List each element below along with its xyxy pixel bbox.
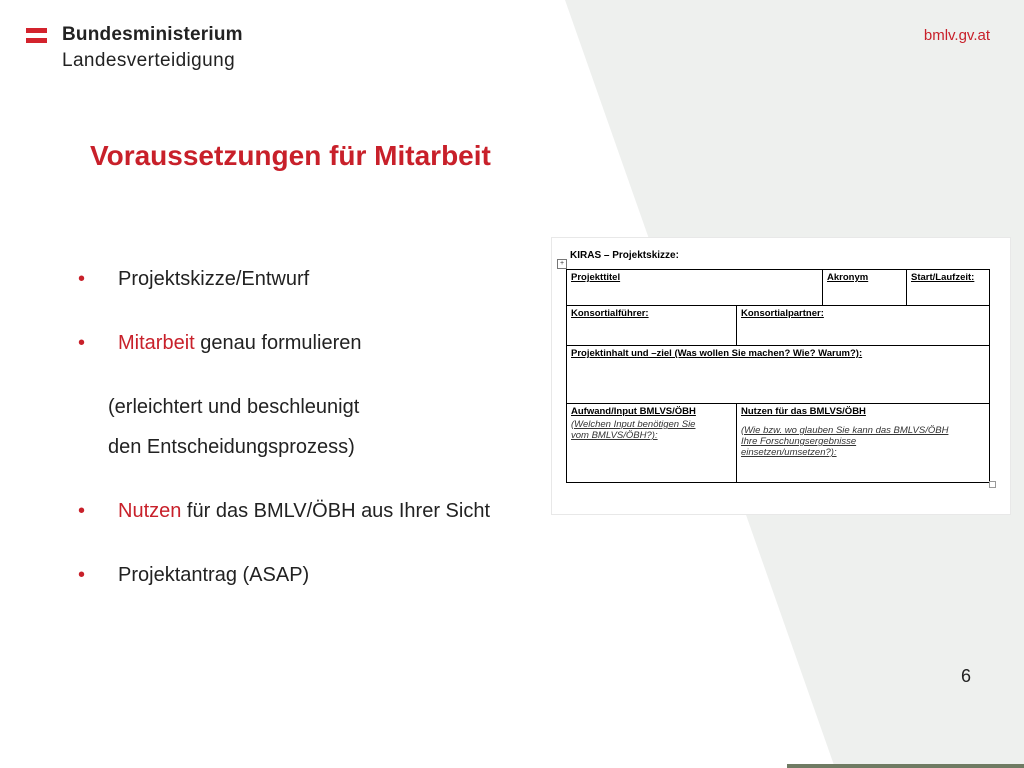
bullet-rest-text: genau formulieren xyxy=(194,332,362,354)
label-nutzen: Nutzen für das BMLVS/ÖBH xyxy=(741,406,866,417)
bullet-list xyxy=(78,0,558,768)
flag-icon xyxy=(26,28,47,33)
cell-projektinhalt xyxy=(567,346,989,404)
cell-nutzen xyxy=(737,404,989,482)
label-projektinhalt: Projektinhalt und –ziel (Was wollen Sie machen? Wie? Warum?): xyxy=(571,348,863,359)
aufwand-note-1: (Welchen Input benötigen Sie xyxy=(571,419,696,430)
resize-handle-icon[interactable] xyxy=(989,481,996,488)
bullet-dot: • xyxy=(78,268,86,290)
cell-konsortialfuehrer xyxy=(567,306,737,346)
flag-icon-lower xyxy=(26,38,47,43)
label-start: Start/Laufzeit: xyxy=(911,272,975,283)
project-sketch-image xyxy=(552,238,1010,514)
bullet-text xyxy=(118,332,361,355)
bullet-dot: • xyxy=(78,564,86,586)
label-aufwand: Aufwand/Input BMLVS/ÖBH xyxy=(571,406,696,417)
highlight-text: Nutzen xyxy=(118,500,182,522)
page-number: 6 xyxy=(961,666,972,686)
sub-text-line-2: den Entscheidungsprozess) xyxy=(108,436,355,458)
nutzen-note-2: Ihre Forschungsergebnisse xyxy=(741,436,857,447)
cell-konsortialpartner xyxy=(737,306,989,346)
bottom-image-strip xyxy=(787,764,1024,768)
website-link[interactable]: bmlv.gv.at xyxy=(923,27,990,44)
label-konsortialfuehrer: Konsortialführer: xyxy=(571,308,649,319)
nutzen-note-1: (Wie bzw. wo glauben Sie kann das BMLVS/ÖBH xyxy=(741,425,949,436)
move-handle-icon[interactable]: + xyxy=(557,259,567,269)
aufwand-note-2: vom BMLVS/ÖBH?): xyxy=(571,430,658,441)
sub-text-line-1: (erleichtert und beschleunigt xyxy=(108,396,360,418)
bullet-clip-area xyxy=(78,0,553,768)
bullet-text: Projektskizze/Entwurf xyxy=(118,268,310,290)
label-konsortialpartner: Konsortialpartner: xyxy=(741,308,824,319)
nutzen-note-3: einsetzen/umsetzen?): xyxy=(741,447,837,458)
cell-start xyxy=(907,270,989,306)
label-projekttitel: Projekttitel xyxy=(571,272,621,283)
sketch-title: KIRAS – Projektskizze: xyxy=(570,250,679,261)
brand-line-2: Landesverteidigung xyxy=(62,50,236,71)
label-akronym: Akronym xyxy=(827,272,869,283)
slide-title: Voraussetzungen für Mitarbeit xyxy=(90,140,491,171)
bullet-text xyxy=(118,500,490,523)
bullet-rest-text: für das BMLV/ÖBH aus Ihrer Sicht xyxy=(181,500,491,522)
cell-aufwand xyxy=(567,404,737,482)
highlight-text: Mitarbeit xyxy=(118,332,195,354)
bullet-dot: • xyxy=(78,500,86,522)
bullet-dot: • xyxy=(78,332,86,354)
brand-line-1: Bundesministerium xyxy=(62,24,243,45)
cell-projekttitel xyxy=(567,270,823,306)
cell-akronym xyxy=(823,270,907,306)
sketch-form-table xyxy=(566,269,990,483)
bullet-text: Projektantrag (ASAP) xyxy=(118,564,310,586)
